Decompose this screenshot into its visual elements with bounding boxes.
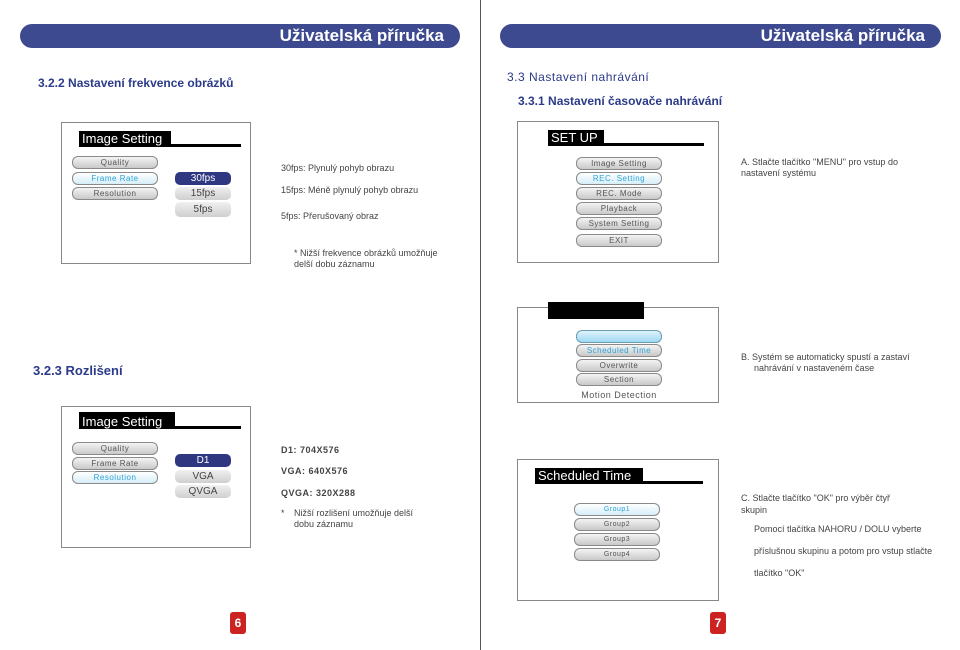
panel-title-rule <box>604 143 704 146</box>
menu-item-quality[interactable]: Quality <box>72 442 158 455</box>
res-desc-qvga: QVGA: 320X288 <box>281 488 356 498</box>
fps-note: * Nižší frekvence obrázků umožňuje delší dobu záznamu <box>294 248 438 269</box>
section-resolution-heading: 3.2.3 Rozlišení <box>33 363 123 378</box>
note-c-line5: tlačítko "OK" <box>754 568 805 578</box>
page-divider <box>480 0 481 650</box>
res-note: Nižší rozlišení umožňuje delší dobu záznamu <box>294 508 414 529</box>
menu-item-exit[interactable]: EXIT <box>576 234 662 247</box>
menu-item-section[interactable]: Section <box>576 373 662 386</box>
panel-title: Image Setting <box>79 412 175 429</box>
note-c-line4: příslušnou skupinu a potom pro vstup stlačte <box>754 546 933 556</box>
menu-item-highlighted[interactable] <box>576 330 662 343</box>
group-item-3[interactable]: Group3 <box>574 533 660 546</box>
res-desc-vga: VGA: 640X576 <box>281 466 349 476</box>
section-rec-heading: 3.3 Nastavení nahrávání <box>507 70 650 84</box>
fps-desc-30: 30fps: Plynulý pohyb obrazu <box>281 163 395 173</box>
menu-item-playback[interactable]: Playback <box>576 202 662 215</box>
section-timer-heading: 3.3.1 Nastavení časovače nahrávání <box>518 94 723 108</box>
menu-item-overwrite[interactable]: Overwrite <box>576 359 662 372</box>
option-vga[interactable]: VGA <box>175 470 231 483</box>
menu-item-rec-mode[interactable]: REC. Mode <box>576 187 662 200</box>
left-header-title: Uživatelská příručka <box>279 26 444 45</box>
res-note-star: * <box>281 508 285 518</box>
group-item-2[interactable]: Group2 <box>574 518 660 531</box>
menu-item-rec-setting[interactable]: REC. Setting <box>576 172 662 185</box>
note-c-line3: Pomocí tlačítka NAHORU / DOLU vyberte <box>754 524 922 534</box>
option-5fps[interactable]: 5fps <box>175 202 231 217</box>
fps-desc-5: 5fps: Přerušovaný obraz <box>281 211 379 221</box>
panel-title-rule <box>171 144 241 147</box>
note-c-line1: C. Stlačte tlačítko "OK" pro výběr čtyř <box>741 493 890 503</box>
option-d1[interactable]: D1 <box>175 454 231 467</box>
image-setting-panel-framerate <box>61 122 251 264</box>
panel-title: Scheduled Time <box>535 468 643 484</box>
left-page-header <box>20 24 460 48</box>
menu-item-quality[interactable]: Quality <box>72 156 158 169</box>
option-15fps[interactable]: 15fps <box>175 187 231 200</box>
res-desc-d1: D1: 704X576 <box>281 445 340 455</box>
menu-item-frame-rate[interactable]: Frame Rate <box>72 172 158 185</box>
menu-item-frame-rate[interactable]: Frame Rate <box>72 457 158 470</box>
menu-item-scheduled-time[interactable]: Scheduled Time <box>576 344 662 357</box>
note-b-line1: B. Systém se automaticky spustí a zastaví <box>741 352 910 362</box>
note-b-line2: nahrávání v nastaveném čase <box>754 363 875 373</box>
panel-title: SET UP <box>548 130 604 146</box>
group-item-4[interactable]: Group4 <box>574 548 660 561</box>
fps-desc-15: 15fps: Méně plynulý pohyb obrazu <box>281 185 419 195</box>
scheduled-time-panel <box>517 459 719 601</box>
option-30fps[interactable]: 30fps <box>175 172 231 185</box>
panel-title: Image Setting <box>79 131 171 147</box>
menu-item-resolution[interactable]: Resolution <box>72 471 158 484</box>
menu-item-motion-detection[interactable]: Motion Detection <box>581 390 657 400</box>
page-number-6: 6 <box>230 612 246 634</box>
group-item-1[interactable]: Group1 <box>574 503 660 516</box>
panel-title-rule <box>175 426 241 429</box>
note-c-line2: skupin <box>741 505 768 515</box>
rec-mode-panel <box>517 307 719 403</box>
menu-item-resolution[interactable]: Resolution <box>72 187 158 200</box>
section-frame-rate-heading: 3.2.2 Nastavení frekvence obrázků <box>38 76 234 90</box>
right-page-header <box>500 24 941 48</box>
panel-title-bar <box>548 302 644 319</box>
image-setting-panel-resolution <box>61 406 251 548</box>
option-qvga[interactable]: QVGA <box>175 485 231 498</box>
menu-item-image-setting[interactable]: Image Setting <box>576 157 662 170</box>
page-number-7: 7 <box>710 612 726 634</box>
setup-panel <box>517 121 719 263</box>
right-header-title: Uživatelská příručka <box>760 26 925 45</box>
panel-title-rule <box>643 481 703 484</box>
note-a: A. Stlačte tlačítko "MENU" pro vstup do nastavení systému <box>741 157 898 178</box>
menu-item-system-setting[interactable]: System Setting <box>576 217 662 230</box>
